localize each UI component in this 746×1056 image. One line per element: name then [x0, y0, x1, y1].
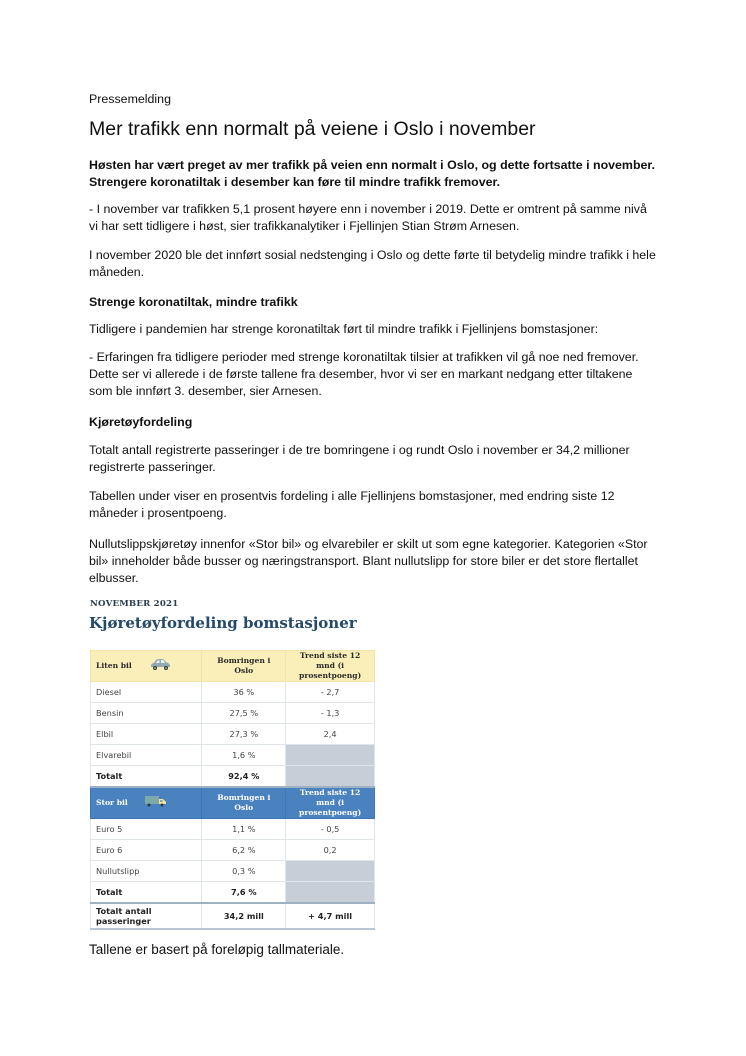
row-share: 6,2 % — [202, 840, 286, 861]
row-share: 27,3 % — [202, 724, 286, 745]
car-icon — [148, 658, 172, 674]
row-label: Totalt antall passeringer — [91, 903, 202, 929]
large-vehicle-total-row — [91, 882, 375, 904]
empty-trend-cell — [286, 745, 375, 766]
row-trend: 0,2 — [286, 840, 375, 861]
section-heading: Strenge koronatiltak, mindre trafikk — [89, 295, 298, 309]
empty-trend-cell — [286, 766, 375, 788]
large-vehicle-header-row — [91, 787, 375, 819]
table-row — [91, 703, 375, 724]
row-label: Elbil — [91, 724, 202, 745]
row-share: 34,2 mill — [202, 903, 286, 929]
empty-trend-cell — [286, 882, 375, 904]
table-row — [91, 682, 375, 703]
header-cell — [91, 787, 202, 819]
lead-paragraph: Høsten har vært preget av mer trafikk på veien enn normalt i Oslo, og dette fortsatte i november. Strengere koronatiltak i desember kan føre til mindre trafikk fremover. — [89, 158, 655, 189]
row-label: Totalt — [91, 766, 202, 788]
paragraph: Nullutslippskjøretøy innenfor «Stor bil» og elvarebiler er skilt ut som egne kategorier. Kategorien «Stor bil» inneholder både busser og næringstransport. Blant nullutslipp for store biler er det store flertallet elbusser. — [89, 537, 648, 585]
header-label: Stor bil — [96, 798, 128, 807]
row-share: 92,4 % — [202, 766, 286, 788]
table-row — [91, 819, 375, 840]
table-row — [91, 840, 375, 861]
row-share: 36 % — [202, 682, 286, 703]
paragraph: - I november var trafikken 5,1 prosent høyere enn i november i 2019. Dette er omtrent på samme nivå vi har sett tidligere i høst, sier trafikkanalytiker i Fjellinjen Stian Strøm Arnesen. — [89, 202, 647, 233]
row-trend: - 2,7 — [286, 682, 375, 703]
row-label: Elvarebil — [91, 745, 202, 766]
footer-note: Tallene er basert på foreløpig tallmateriale. — [89, 942, 345, 957]
row-share: 1,6 % — [202, 745, 286, 766]
header-label: Liten bil — [96, 661, 132, 670]
small-vehicle-total-row — [91, 766, 375, 788]
section-heading: Kjøretøyfordeling — [89, 415, 193, 429]
row-label: Totalt — [91, 882, 202, 904]
paragraph: - Erfaringen fra tidligere perioder med strenge koronatiltak tilsier at trafikken vil gå noe ned fremover. Dette ser vi allerede i de første tallene fra desember, hvor vi ser en markant nedgang etter tiltakene som ble innført 3. desember, sier Arnesen. — [89, 350, 639, 398]
header-cell — [91, 651, 202, 682]
row-share: 1,1 % — [202, 819, 286, 840]
row-label: Nullutslipp — [91, 861, 202, 882]
row-share: 27,5 % — [202, 703, 286, 724]
header-cell: Trend siste 12 mnd (i prosentpoeng) — [286, 787, 375, 819]
header-cell: Bomringen i Oslo — [202, 651, 286, 682]
header-cell: Bomringen i Oslo — [202, 787, 286, 819]
small-vehicle-header-row — [91, 651, 375, 682]
grand-total-row — [91, 903, 375, 929]
paragraph: Tabellen under viser en prosentvis fordeling i alle Fjellinjens bomstasjoner, med endring siste 12 måneder i prosentpoeng. — [89, 489, 615, 520]
table-row — [91, 861, 375, 882]
row-trend: + 4,7 mill — [286, 903, 375, 929]
vehicle-distribution-table — [90, 650, 375, 930]
figure-kicker: NOVEMBER 2021 — [90, 599, 179, 609]
header-cell: Trend siste 12 mnd (i prosentpoeng) — [286, 651, 375, 682]
paragraph: Tidligere i pandemien har strenge koronatiltak ført til mindre trafikk i Fjellinjens bomstasjoner: — [89, 322, 599, 336]
row-trend: 2,4 — [286, 724, 375, 745]
row-label: Euro 6 — [91, 840, 202, 861]
empty-trend-cell — [286, 861, 375, 882]
row-share: 0,3 % — [202, 861, 286, 882]
row-share: 7,6 % — [202, 882, 286, 904]
row-label: Diesel — [91, 682, 202, 703]
row-trend: - 1,3 — [286, 703, 375, 724]
table-row — [91, 724, 375, 745]
paragraph: I november 2020 ble det innført sosial nedstenging i Oslo og dette førte til betydelig mindre trafikk i hele måneden. — [89, 248, 656, 279]
document-label: Pressemelding — [89, 92, 171, 106]
row-trend: - 0,5 — [286, 819, 375, 840]
paragraph: Totalt antall registrerte passeringer i de tre bomringene i og rundt Oslo i november er 34,2 millioner registrerte passeringer. — [89, 443, 630, 474]
table-row — [91, 745, 375, 766]
row-label: Bensin — [91, 703, 202, 724]
row-label: Euro 5 — [91, 819, 202, 840]
truck-icon — [144, 795, 168, 811]
figure-title: Kjøretøyfordeling bomstasjoner — [89, 614, 357, 632]
document-title: Mer trafikk enn normalt på veiene i Oslo i november — [89, 118, 536, 140]
